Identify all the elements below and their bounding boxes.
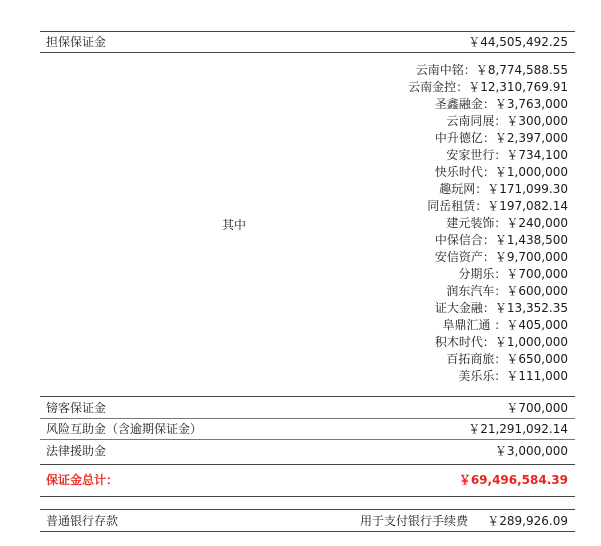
sub-item-name: 同岳租赁: [427, 199, 476, 213]
sub-item-separator: ：: [482, 131, 495, 145]
sub-item-separator: ：: [475, 182, 488, 196]
sub-item-row: [408, 113, 568, 130]
sub-item-separator: ：: [456, 80, 469, 94]
sub-item-value: ￥13,352.35: [494, 301, 568, 315]
sub-item-row: [408, 317, 568, 334]
sub-item-value: ￥1,438,500: [494, 233, 568, 247]
guarantee-value: ￥44,505,492.25: [468, 35, 568, 49]
sub-item-row: [408, 334, 568, 351]
sub-item-value: ￥111,000: [506, 369, 568, 383]
sub-item-value: ￥3,763,000: [494, 97, 568, 111]
sub-item-value: ￥734,100: [506, 148, 568, 162]
sub-item-value: ￥12,310,769.91: [468, 80, 568, 94]
sub-item-row: [408, 164, 568, 181]
sub-item-separator: ：: [482, 250, 495, 264]
sub-item-name: 云南中铭: [415, 63, 464, 77]
sub-item-name: 证大金融: [434, 301, 483, 315]
divider-total: [40, 496, 575, 497]
sub-item-row: [408, 283, 568, 300]
sub-item-row: [408, 300, 568, 317]
divider-bank-top: [40, 509, 575, 510]
sub-item-value: ￥300,000: [506, 114, 568, 128]
sub-item-row: [408, 62, 568, 79]
sub-item-name: 百拓商旅: [446, 352, 495, 366]
risk-fund-label: 风险互助金（含逾期保证金）: [46, 422, 203, 436]
sub-item-value: ￥9,700,000: [494, 250, 568, 264]
sub-item-name: 阜鼎汇通: [442, 318, 495, 332]
sub-item-row: [408, 215, 568, 232]
divider-risk: [40, 439, 575, 440]
sub-item-separator: ：: [494, 352, 507, 366]
bank-deposit-label: 普通银行存款: [46, 514, 119, 528]
legal-aid-value: ￥3,000,000: [494, 444, 568, 458]
sub-item-separator: ：: [494, 318, 507, 332]
customer-deposit-label: 镑客保证金: [46, 401, 107, 415]
sub-item-separator: ：: [482, 233, 495, 247]
sub-item-row: [408, 266, 568, 283]
sub-item-value: ￥1,000,000: [494, 335, 568, 349]
sub-item-name: 润东汽车: [446, 284, 495, 298]
sub-item-name: 美乐乐: [458, 369, 495, 383]
sub-item-name: 分期乐: [458, 267, 495, 281]
sub-item-row: [408, 147, 568, 164]
sub-item-value: ￥171,099.30: [487, 182, 568, 196]
sub-item-name: 建元装饰: [446, 216, 495, 230]
divider-customer: [40, 418, 575, 419]
sub-item-separator: ：: [482, 97, 495, 111]
sub-item-name: 安信资产: [434, 250, 483, 264]
sub-item-name: 云南同展: [446, 114, 495, 128]
sub-item-name: 快乐时代: [434, 165, 483, 179]
sub-item-name: 中保信合: [434, 233, 483, 247]
sub-item-row: [408, 232, 568, 249]
sub-item-value: ￥650,000: [506, 352, 568, 366]
sub-item-name: 趣玩网: [439, 182, 476, 196]
bank-deposit-note: 用于支付银行手续费: [360, 514, 469, 528]
total-value: ￥69,496,584.39: [458, 473, 568, 487]
sub-item-name: 积木时代: [434, 335, 483, 349]
sub-item-row: [408, 79, 568, 96]
divider-legal: [40, 464, 575, 465]
sub-item-separator: ：: [494, 284, 507, 298]
sub-item-name: 云南金控: [408, 80, 457, 94]
risk-fund-value: ￥21,291,092.14: [468, 422, 568, 436]
sub-item-separator: ：: [494, 148, 507, 162]
sub-item-separator: ：: [482, 165, 495, 179]
sub-item-separator: ：: [463, 63, 476, 77]
sub-item-row: [408, 130, 568, 147]
divider-top: [40, 31, 575, 32]
guarantee-label: 担保保证金: [46, 35, 107, 49]
divider-bank-bottom: [40, 531, 575, 532]
sub-item-list: [408, 62, 568, 385]
sub-item-separator: ：: [494, 369, 507, 383]
sub-item-row: [408, 368, 568, 385]
sub-item-separator: ：: [482, 335, 495, 349]
sub-item-value: ￥600,000: [506, 284, 568, 298]
sub-item-name: 圣鑫融金: [434, 97, 483, 111]
sub-item-value: ￥197,082.14: [487, 199, 568, 213]
sub-item-separator: ：: [482, 301, 495, 315]
sub-item-separator: ：: [494, 267, 507, 281]
among-label: 其中: [222, 218, 247, 232]
sub-item-row: [408, 96, 568, 113]
sub-item-separator: ：: [494, 114, 507, 128]
sub-item-row: [408, 198, 568, 215]
sub-item-value: ￥405,000: [506, 318, 568, 332]
sub-item-name: 中升德亿: [434, 131, 483, 145]
sub-item-value: ￥240,000: [506, 216, 568, 230]
divider-sub: [40, 396, 575, 397]
sub-item-name: 安家世行: [446, 148, 495, 162]
sub-item-value: ￥700,000: [506, 267, 568, 281]
sub-item-separator: ：: [475, 199, 488, 213]
legal-aid-label: 法律援助金: [46, 444, 107, 458]
bank-deposit-value: ￥289,926.09: [487, 514, 568, 528]
sub-item-row: [408, 351, 568, 368]
divider-guarantee: [40, 52, 575, 53]
sub-item-separator: ：: [494, 216, 507, 230]
sub-item-value: ￥1,000,000: [494, 165, 568, 179]
sub-item-value: ￥8,774,588.55: [475, 63, 568, 77]
sub-item-row: [408, 181, 568, 198]
sub-item-value: ￥2,397,000: [494, 131, 568, 145]
sub-item-row: [408, 249, 568, 266]
customer-deposit-value: ￥700,000: [506, 401, 568, 415]
total-label: 保证金总计：: [46, 473, 119, 487]
